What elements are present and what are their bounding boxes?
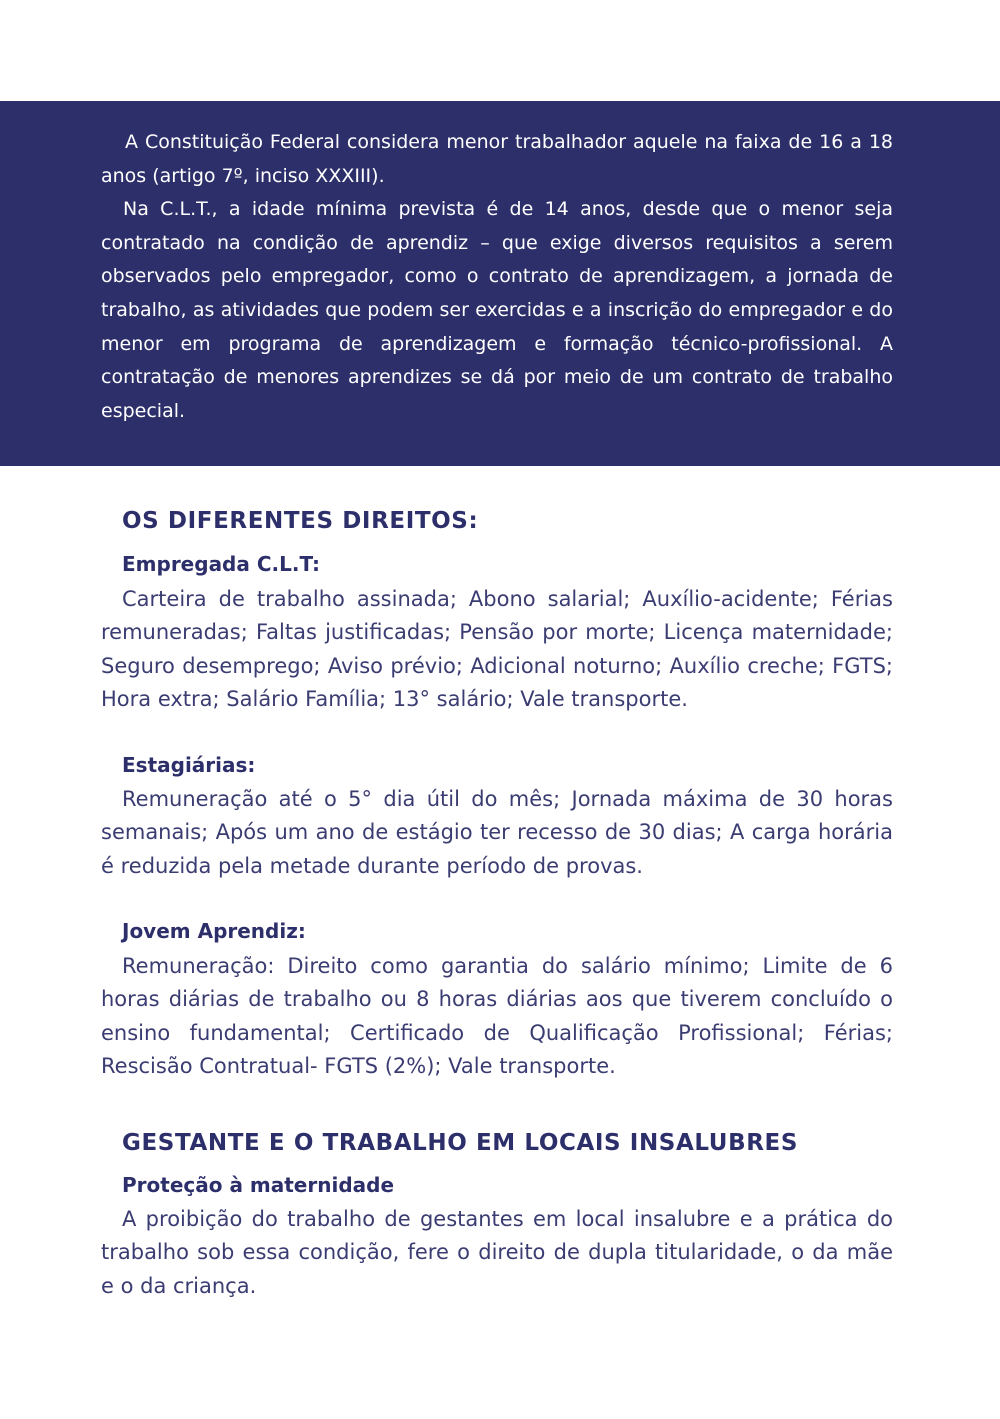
pregnant-heading: GESTANTE E O TRABALHO EM LOCAIS INSALUBRES <box>122 1130 798 1156</box>
rights-heading: OS DIFERENTES DIREITOS: <box>122 508 479 534</box>
clt-rights-text: Carteira de trabalho assinada; Abono salarial; Auxílio-acidente; Férias remuneradas; Faltas justificadas; Pensão por morte; Licença maternidade; Seguro desemprego; Aviso prévio; Adicional noturno; Auxílio creche; FGTS; Hora extra; Salário Família; 13° salário; Vale transporte. <box>101 587 893 711</box>
clt-subheading: Empregada C.L.T: <box>122 552 320 576</box>
apprentice-subheading: Jovem Aprendiz: <box>122 919 306 943</box>
intro-text <box>101 126 893 428</box>
intro-paragraph: A Constituição Federal considera menor trabalhador aquele na faixa de 16 a 18 anos (artigo 7º, inciso XXXIII). <box>101 131 893 187</box>
apprentice-rights-text: Remuneração: Direito como garantia do salário mínimo; Limite de 6 horas diárias de trabalho ou 8 horas diárias aos que tiverem concluído o ensino fundamental; Certificado de Qualificação Profissional; Férias; Rescisão Contratual- FGTS (2%); Vale transporte. <box>101 954 893 1078</box>
interns-rights-text: Remuneração até o 5° dia útil do mês; Jornada máxima de 30 horas semanais; Após um ano de estágio ter recesso de 30 dias; A carga horária é reduzida pela metade durante período de provas. <box>101 787 893 878</box>
interns-subheading: Estagiárias: <box>122 753 256 777</box>
maternity-subheading: Proteção à maternidade <box>122 1173 395 1197</box>
intro-paragraph: Na C.L.T., a idade mínima prevista é de 14 anos, desde que o menor seja contratado na condição de aprendiz – que exige diversos requisitos a serem observados pelo empregador, como o contrato de aprendizagem, a jornada de trabalho, as atividades que podem ser exercidas e a inscrição do empregador e do menor em programa de aprendizagem e formação técnico-profissional. A contratação de menores aprendizes se dá por meio de um contrato de trabalho especial. <box>101 198 893 422</box>
maternity-text: A proibição do trabalho de gestantes em local insalubre e a prática do trabalho sob essa condição, fere o direito de dupla titularidade, o da mãe e o da criança. <box>101 1207 893 1298</box>
